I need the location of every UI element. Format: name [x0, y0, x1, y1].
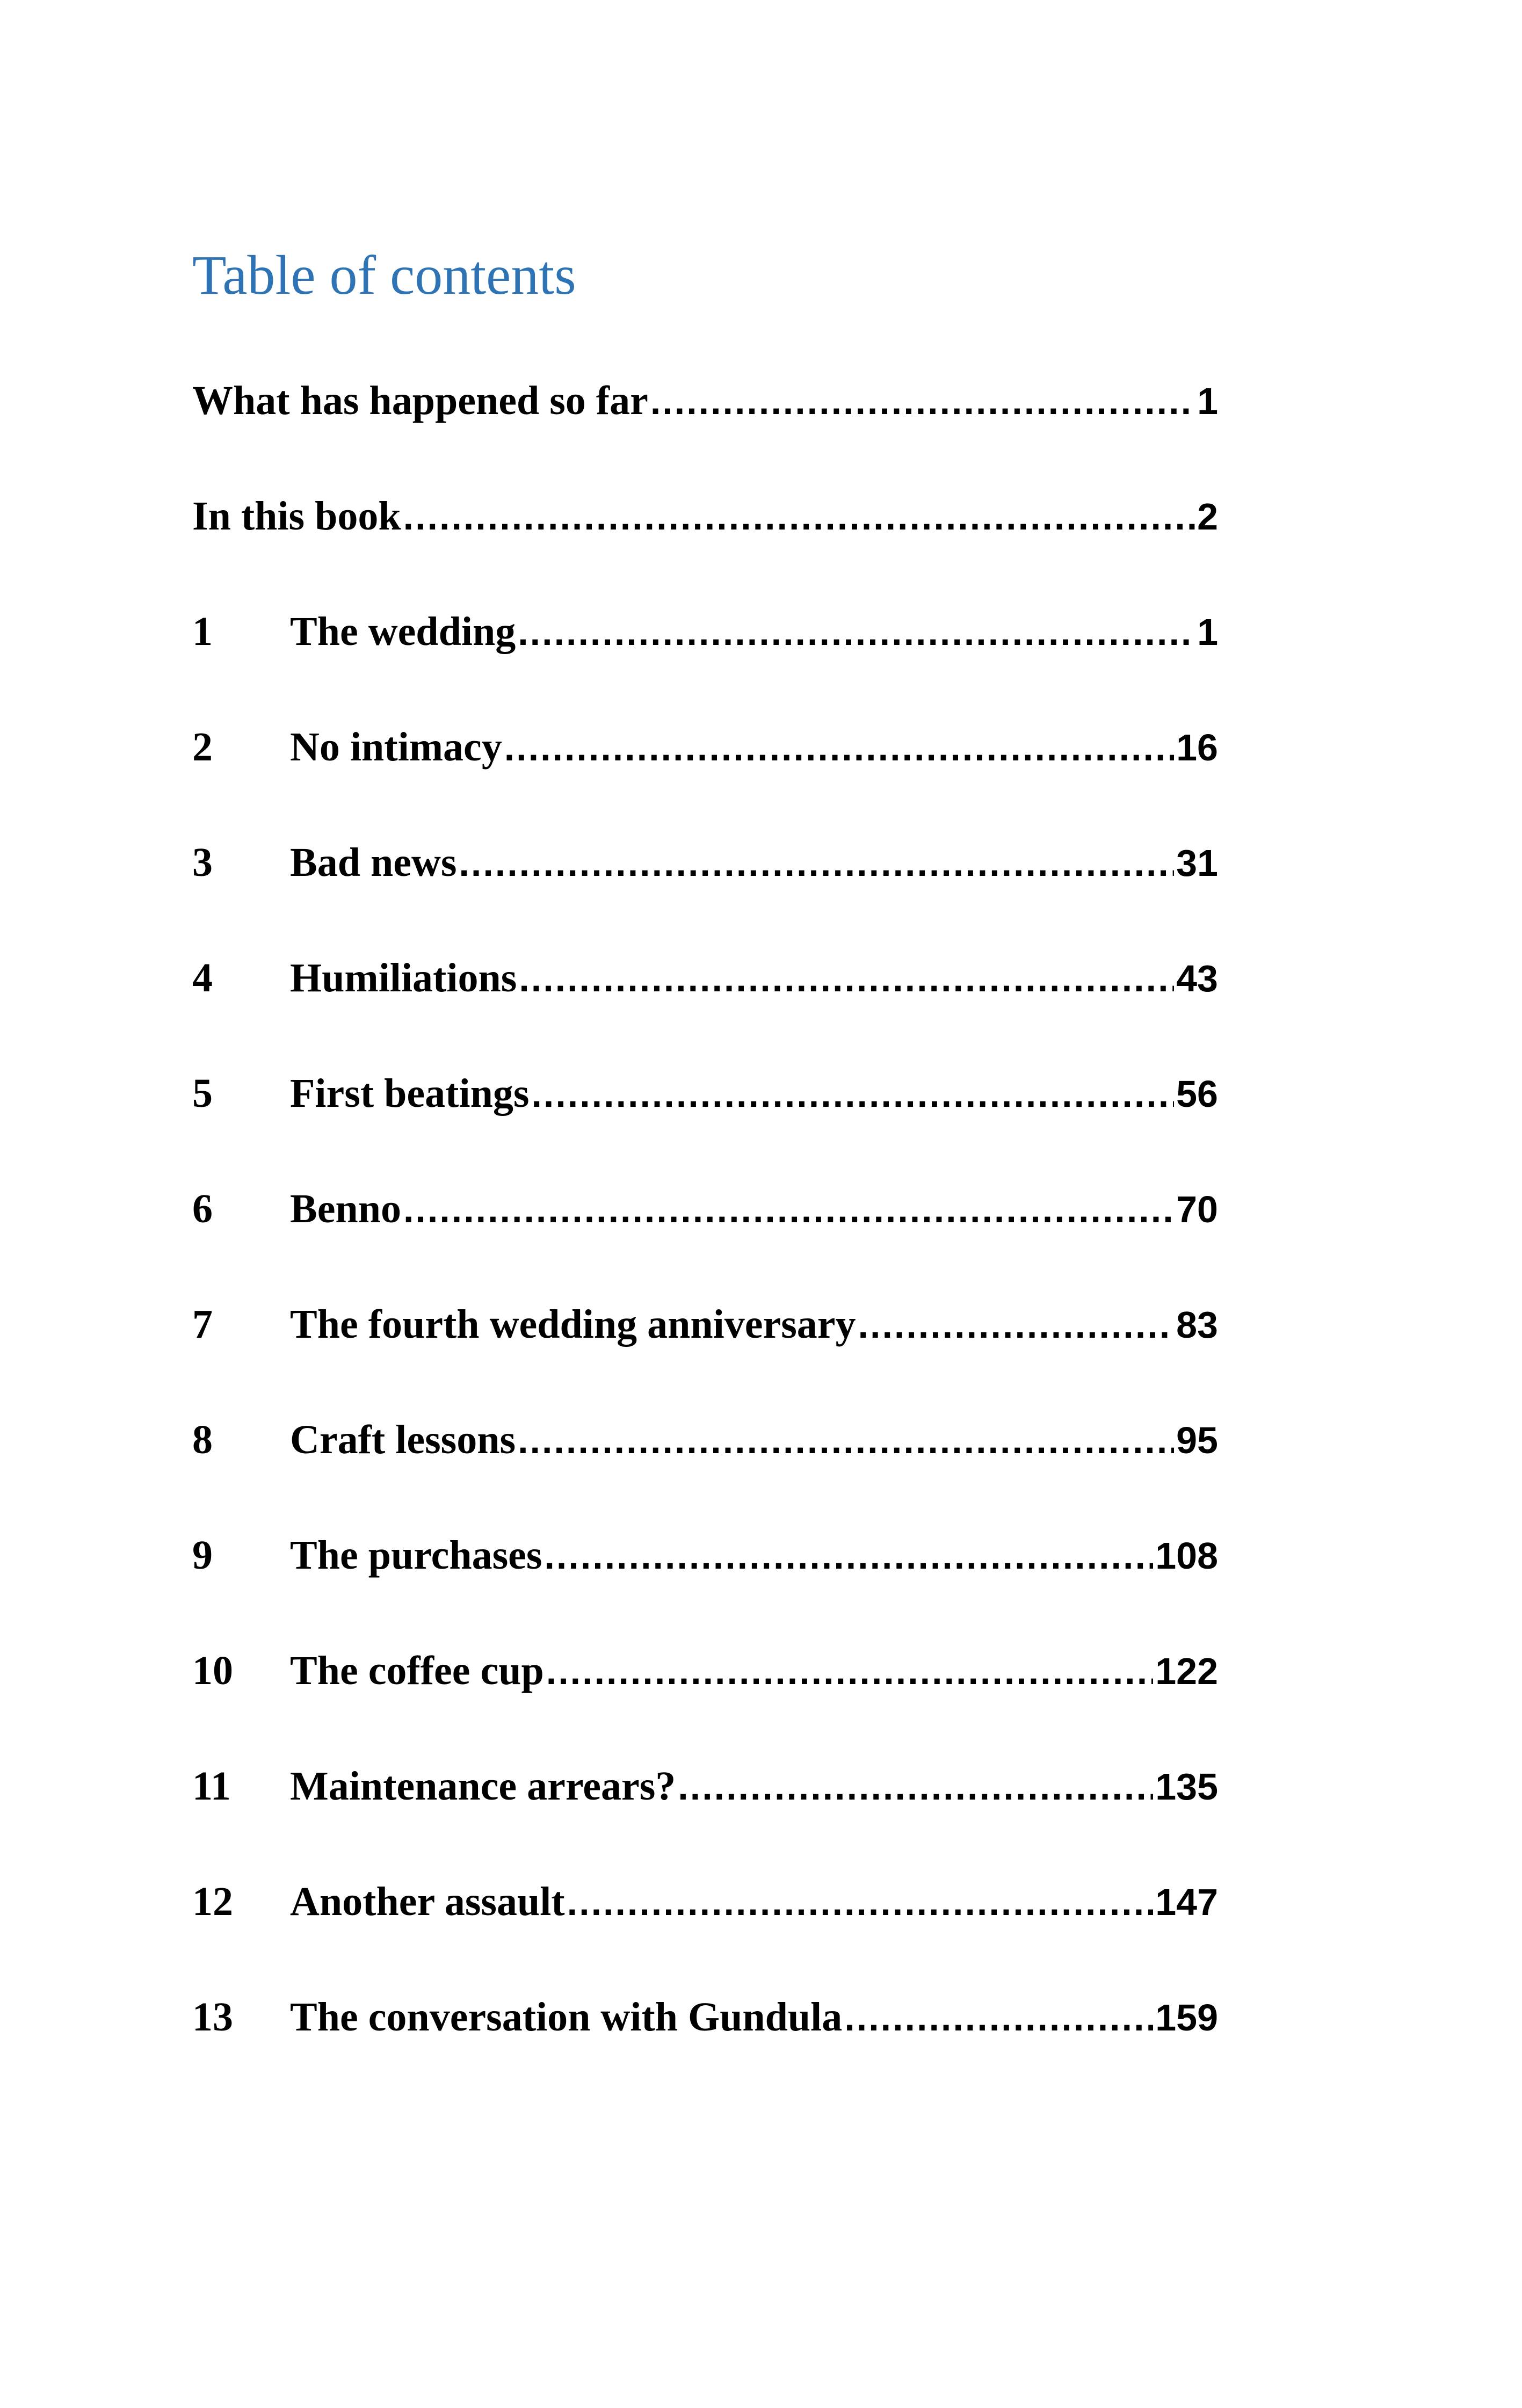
toc-dot-leader	[518, 600, 1195, 664]
toc-entry-number: 8	[192, 1417, 213, 1462]
toc-entry-page-number: 31	[1176, 842, 1218, 884]
toc-entry-page-number: 43	[1176, 958, 1218, 999]
toc-entry-page-number: 147	[1155, 1881, 1218, 1923]
toc-entry-page-number: 135	[1155, 1766, 1218, 1808]
toc-dot-leader	[403, 1177, 1174, 1242]
toc-entry-number: 1	[192, 609, 213, 654]
toc-entry-number: 11	[192, 1764, 231, 1809]
toc-entry-title: The wedding	[290, 609, 516, 654]
toc-entry-title: Another assault	[290, 1879, 565, 1924]
toc-entry-page-number: 2	[1197, 496, 1218, 538]
toc-entry-number: 4	[192, 955, 213, 1000]
toc-entry-number: 9	[192, 1533, 213, 1578]
toc-entry-page-number: 122	[1155, 1650, 1218, 1692]
toc-entry-page-number: 83	[1176, 1304, 1218, 1346]
toc-entry[interactable]	[192, 1292, 1218, 1408]
toc-entry-number: 7	[192, 1302, 213, 1347]
toc-entry-page-number: 1	[1197, 611, 1218, 653]
toc-entry-number: 5	[192, 1071, 213, 1116]
toc-entry-title: The purchases	[290, 1533, 542, 1578]
toc-entry-title: First beatings	[290, 1071, 530, 1116]
toc-entry[interactable]	[192, 1408, 1218, 1523]
toc-entry-number: 6	[192, 1186, 213, 1231]
toc-entry-title: The conversation with Gundula	[290, 1994, 843, 2040]
toc-entry[interactable]	[192, 1985, 1218, 2100]
toc-entry[interactable]	[192, 1754, 1218, 1869]
toc-entry[interactable]	[192, 484, 1218, 599]
toc-entry-title: Bad news	[290, 840, 457, 885]
toc-dot-leader	[544, 1524, 1153, 1588]
toc-dot-leader	[650, 369, 1195, 433]
toc-entry[interactable]	[192, 1523, 1218, 1638]
toc-dot-leader	[546, 1639, 1153, 1703]
toc-entry[interactable]	[192, 368, 1218, 484]
toc-entry-page-number: 1	[1197, 380, 1218, 422]
toc-entry-title: What has happened so far	[192, 378, 648, 423]
toc-dot-leader	[518, 1408, 1174, 1473]
toc-entry[interactable]	[192, 830, 1218, 946]
toc-entry-title: In this book	[192, 494, 401, 539]
toc-entry-title: The fourth wedding anniversary	[290, 1302, 856, 1347]
toc-entry-title: Benno	[290, 1186, 401, 1231]
toc-entry-title: Humiliations	[290, 955, 517, 1000]
toc-dot-leader	[567, 1870, 1154, 1934]
toc-entry-title: No intimacy	[290, 724, 502, 770]
toc-entry[interactable]	[192, 1638, 1218, 1754]
toc-entry-page-number: 108	[1155, 1535, 1218, 1577]
toc-entry[interactable]	[192, 715, 1218, 830]
toc-entry-number: 13	[192, 1994, 233, 2040]
toc-entry-number: 3	[192, 840, 213, 885]
toc-list	[192, 368, 1218, 2100]
toc-dot-leader	[459, 831, 1174, 895]
toc-dot-leader	[858, 1293, 1175, 1357]
toc-entry-page-number: 56	[1176, 1073, 1218, 1115]
toc-dot-leader	[844, 1985, 1153, 2050]
toc-entry-number: 12	[192, 1879, 233, 1924]
toc-dot-leader	[678, 1754, 1153, 1819]
toc-entry[interactable]	[192, 946, 1218, 1061]
toc-heading: Table of contents	[192, 244, 576, 306]
toc-dot-leader	[519, 946, 1174, 1011]
toc-entry[interactable]	[192, 599, 1218, 715]
toc-entry-page-number: 95	[1176, 1419, 1218, 1461]
toc-entry-page-number: 16	[1176, 727, 1218, 768]
toc-entry-number: 10	[192, 1648, 233, 1693]
toc-entry-title: The coffee cup	[290, 1648, 544, 1693]
toc-entry-number: 2	[192, 724, 213, 770]
toc-entry[interactable]	[192, 1177, 1218, 1292]
toc-entry-title: Craft lessons	[290, 1417, 516, 1462]
toc-entry-page-number: 159	[1155, 1997, 1218, 2039]
toc-entry-page-number: 70	[1176, 1188, 1218, 1230]
toc-entry[interactable]	[192, 1869, 1218, 1985]
toc-entry-title: Maintenance arrears?	[290, 1764, 676, 1809]
toc-dot-leader	[504, 715, 1174, 780]
toc-entry[interactable]	[192, 1061, 1218, 1177]
toc-dot-leader	[403, 484, 1195, 549]
toc-dot-leader	[531, 1062, 1174, 1126]
